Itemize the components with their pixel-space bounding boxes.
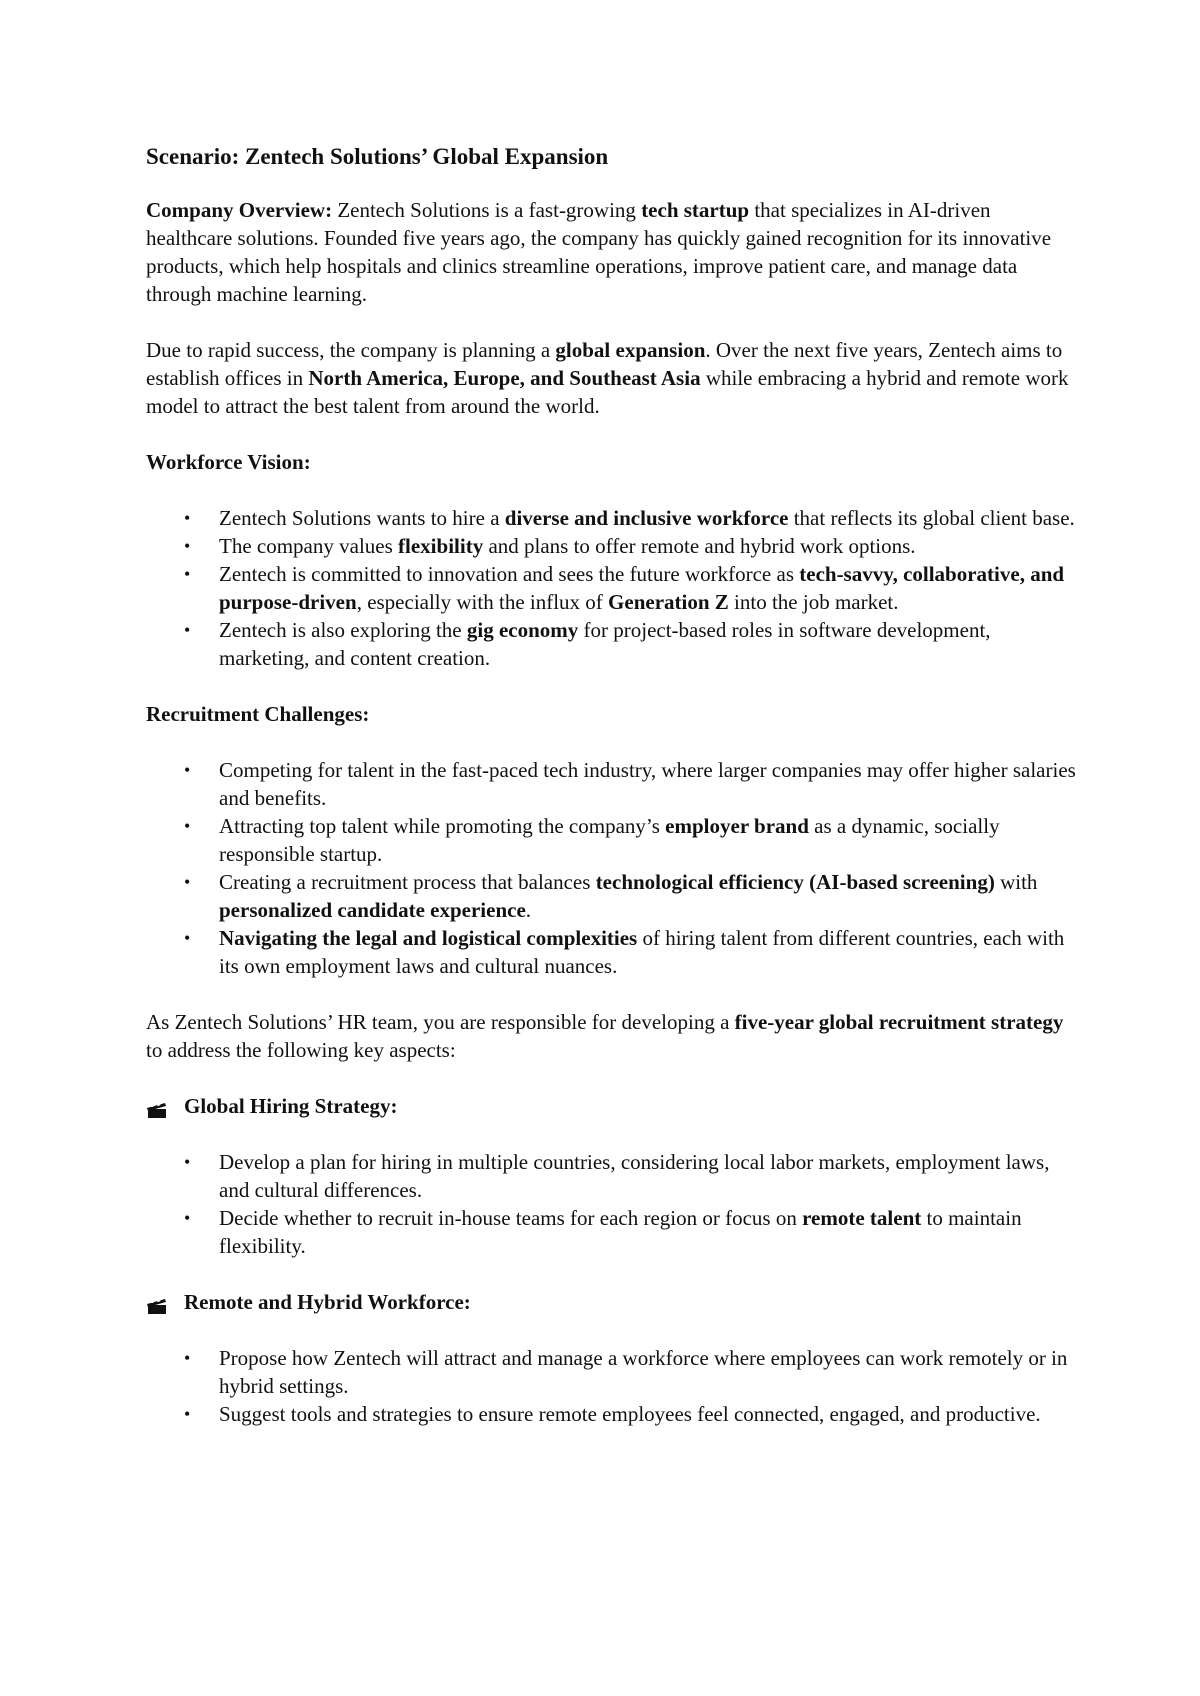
list-item: • Competing for talent in the fast-paced tech industry, where larger companies may offer higher salaries and benefits. [184, 758, 1076, 810]
document-title: Scenario: Zentech Solutions’ Global Expansion [146, 144, 609, 169]
document-page [146, 142, 1076, 1456]
list-item: • Suggest tools and strategies to ensure remote employees feel connected, engaged, and productive. [184, 1402, 1041, 1426]
list-item: • Decide whether to recruit in-house teams for each region or focus on remote talent to maintain flexibility. [184, 1206, 1022, 1258]
bullet-icon: • [184, 760, 191, 780]
recruitment-challenges-heading: Recruitment Challenges: [146, 702, 370, 726]
task-intro-paragraph: As Zentech Solutions’ HR team, you are responsible for developing a five-year global recruitment strategy to address the following key aspects: [146, 1010, 1064, 1062]
bullet-icon: • [184, 536, 191, 556]
overview-label: Company Overview: [146, 198, 333, 222]
remote-hybrid-heading [146, 1288, 1076, 1316]
bullet-icon: • [184, 1208, 191, 1228]
bullet-icon: • [184, 816, 191, 836]
global-hiring-heading-label: Global Hiring Strategy: [184, 1094, 398, 1118]
recruitment-challenges-list [146, 756, 1076, 980]
bullet-icon: • [184, 1152, 191, 1172]
company-overview-paragraph: Company Overview: Zentech Solutions is a fast-growing tech startup that specializes in AI-driven healthcare solutions. Founded five years ago, the company has quickly gained recognition for its innovative products, which help hospitals and clinics streamline operations, improve patient care, and manage data through machine learning. [146, 198, 1052, 306]
list-item: • Zentech is also exploring the gig economy for project-based roles in software development, marketing, and content creation. [184, 618, 991, 670]
list-item: • Creating a recruitment process that balances technological efficiency (AI-based screening) with personalized candidate experience. [184, 870, 1038, 922]
workforce-vision-list [146, 504, 1076, 672]
workforce-vision-heading: Workforce Vision: [146, 450, 311, 474]
remote-hybrid-list [146, 1344, 1076, 1428]
list-item: • Propose how Zentech will attract and manage a workforce where employees can work remotely or in hybrid settings. [184, 1346, 1068, 1398]
clapperboard-icon [146, 1294, 168, 1312]
expansion-paragraph: Due to rapid success, the company is planning a global expansion. Over the next five years, Zentech aims to establish offices in North America, Europe, and Southeast Asia while embracing a hybrid and remote work model to attract the best talent from around the world. [146, 338, 1069, 418]
bullet-icon: • [184, 928, 191, 948]
list-item: • Navigating the legal and logistical complexities of hiring talent from different countries, each with its own employment laws and cultural nuances. [184, 926, 1065, 978]
remote-hybrid-heading-label: Remote and Hybrid Workforce: [184, 1290, 471, 1314]
bullet-icon: • [184, 1404, 191, 1424]
list-item: • The company values flexibility and plans to offer remote and hybrid work options. [184, 534, 916, 558]
list-item: • Zentech is committed to innovation and sees the future workforce as tech-savvy, collaborative, and purpose-driven, especially with the influx of Generation Z into the job market. [184, 562, 1065, 614]
global-hiring-list [146, 1148, 1076, 1260]
list-item: • Attracting top talent while promoting the company’s employer brand as a dynamic, socially responsible startup. [184, 814, 1000, 866]
bullet-icon: • [184, 872, 191, 892]
bullet-icon: • [184, 564, 191, 584]
bullet-icon: • [184, 1348, 191, 1368]
bullet-icon: • [184, 620, 191, 640]
bullet-icon: • [184, 508, 191, 528]
list-item: • Zentech Solutions wants to hire a diverse and inclusive workforce that reflects its global client base. [184, 506, 1075, 530]
list-item: • Develop a plan for hiring in multiple countries, considering local labor markets, employment laws, and cultural differences. [184, 1150, 1050, 1202]
global-hiring-heading [146, 1092, 1076, 1120]
clapperboard-icon [146, 1098, 168, 1116]
